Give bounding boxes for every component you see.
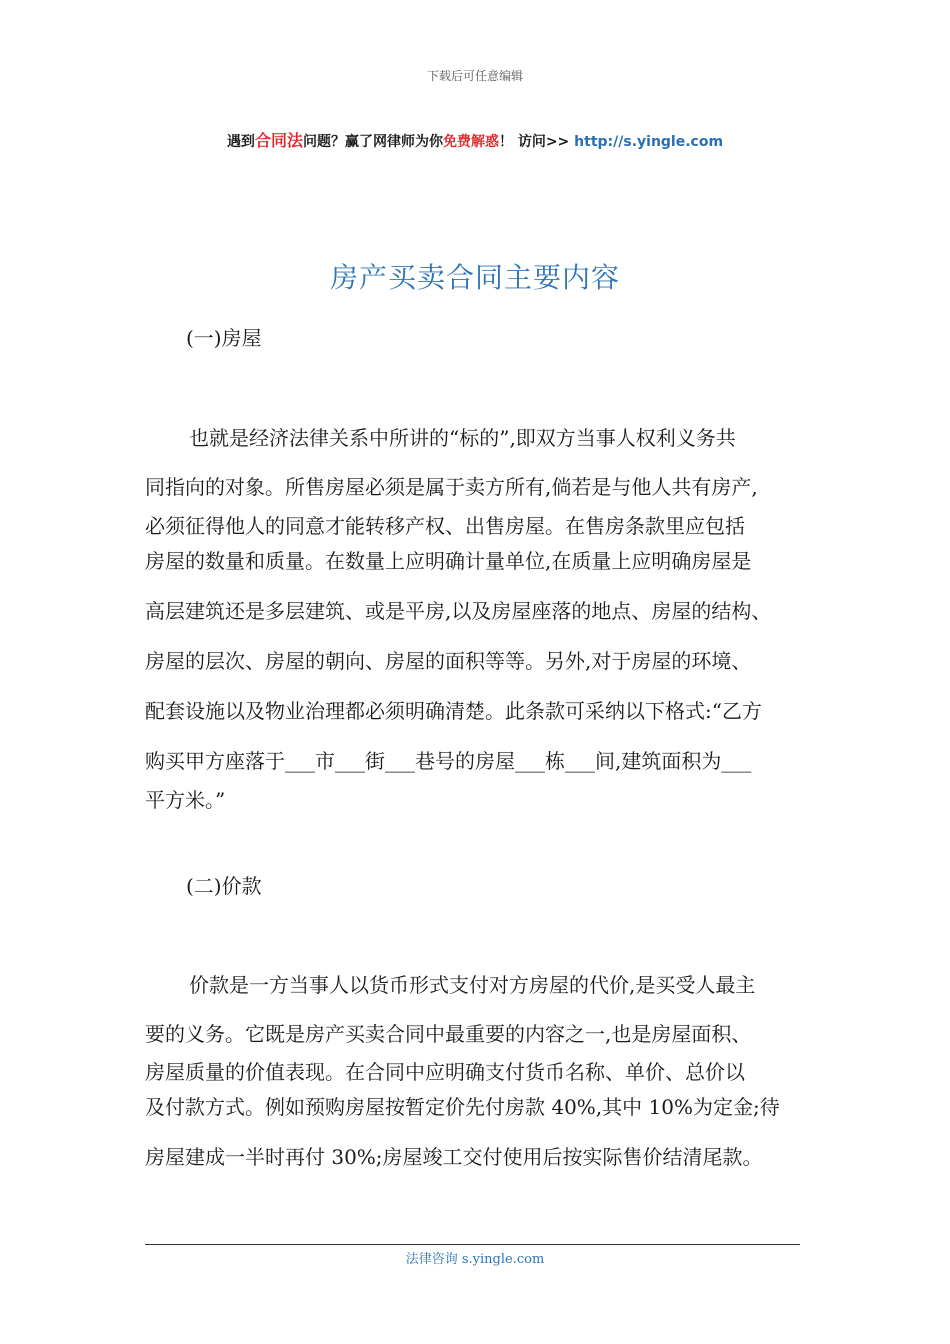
paragraph-line: 购买甲方座落于___市___街___巷号的房屋___栋___间,建筑面积为___ — [145, 749, 752, 773]
document-title: 房产买卖合同主要内容 — [329, 261, 620, 294]
promo-highlight-contract-law: 合同法 — [254, 131, 303, 150]
paragraph-line: 配套设施以及物业治理都必须明确清楚。此条款可采纳以下格式:“乙方 — [145, 699, 762, 723]
paragraph-line: 必须征得他人的同意才能转移产权、出售房屋。在售房条款里应包括 — [145, 514, 745, 538]
section-heading-price: (二)价款 — [186, 874, 262, 898]
promo-link[interactable]: http://s.yingle.com — [574, 134, 724, 150]
paragraph-line: 房屋的层次、房屋的朝向、房屋的面积等等。另外,对于房屋的环境、 — [145, 649, 752, 673]
paragraph-line: 要的义务。它既是房产买卖合同中最重要的内容之一,也是房屋面积、 — [145, 1022, 752, 1046]
footer-divider — [145, 1244, 800, 1245]
promo-highlight-free: 免费解惑 — [442, 134, 499, 150]
download-note: 下载后可任意编辑 — [426, 69, 523, 83]
paragraph-line: 房屋质量的价值表现。在合同中应明确支付货币名称、单价、总价以 — [145, 1060, 745, 1084]
paragraph-line: 平方米。” — [145, 788, 226, 812]
promo-text-3: ！ 访问>> — [498, 134, 575, 150]
paragraph-line: 房屋的数量和质量。在数量上应明确计量单位,在质量上应明确房屋是 — [145, 549, 752, 573]
section-heading-house: (一)房屋 — [186, 326, 262, 350]
paragraph-line: 价款是一方当事人以货币形式支付对方房屋的代价,是买受人最主 — [189, 973, 756, 997]
footer-text: 法律咨询 s.yingle.com — [405, 1252, 545, 1267]
promo-text-1: 遇到 — [226, 134, 255, 150]
paragraph-line: 及付款方式。例如预购房屋按暂定价先付房款 40%,其中 10%为定金;待 — [145, 1095, 780, 1119]
paragraph-line: 也就是经济法律关系中所讲的“标的”,即双方当事人权利义务共 — [189, 426, 736, 450]
promo-text-2: 问题？赢了网律师为你 — [302, 134, 443, 150]
paragraph-line: 房屋建成一半时再付 30%;房屋竣工交付使用后按实际售价结清尾款。 — [145, 1145, 763, 1169]
paragraph-line: 同指向的对象。所售房屋必须是属于卖方所有,倘若是与他人共有房产, — [145, 475, 758, 499]
paragraph-line: 高层建筑还是多层建筑、或是平房,以及房屋座落的地点、房屋的结构、 — [145, 599, 772, 623]
promo-banner — [0, 128, 950, 151]
